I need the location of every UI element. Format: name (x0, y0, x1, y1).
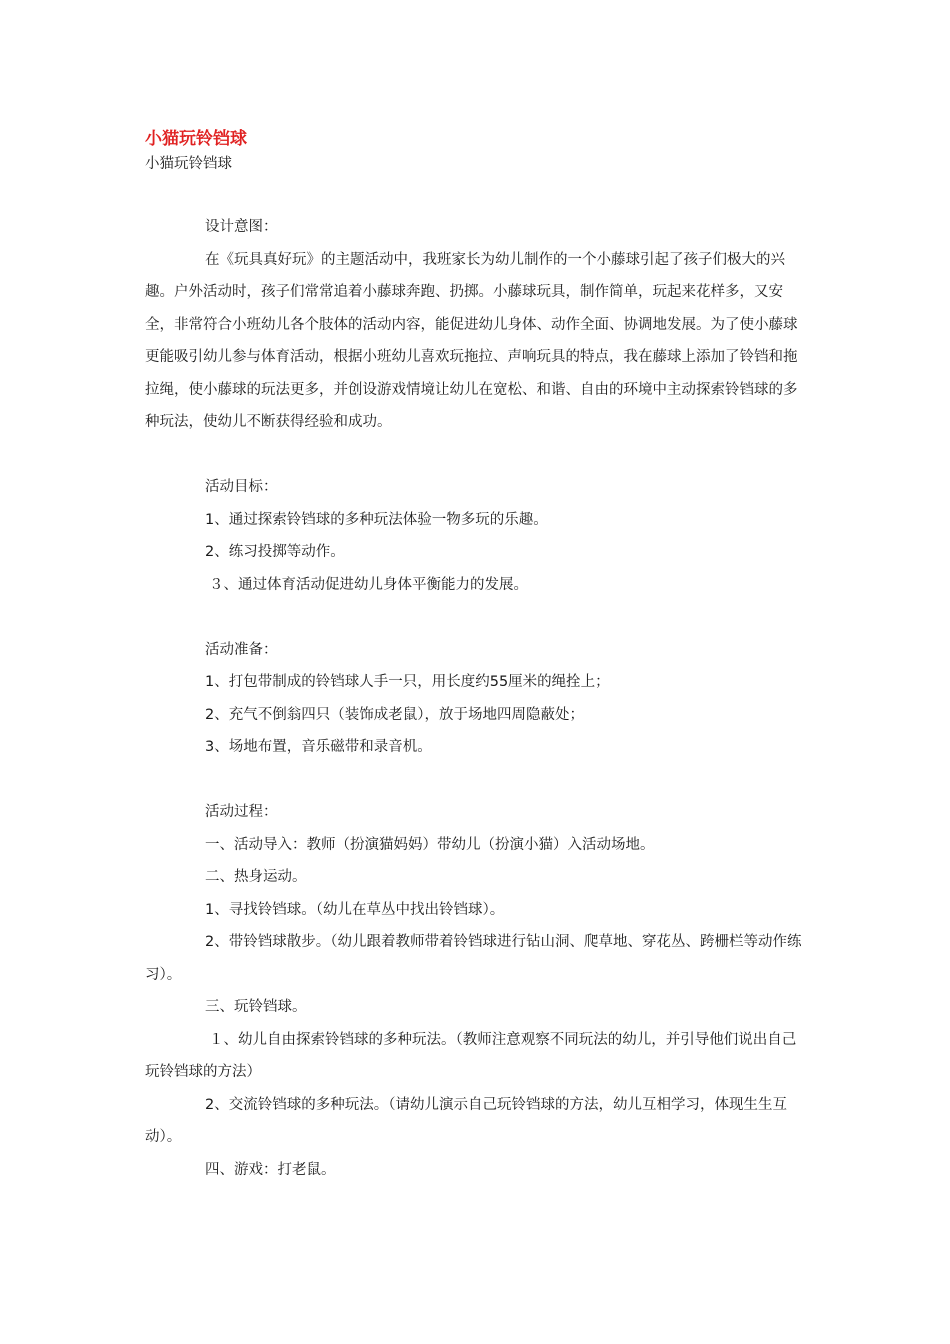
preparation-item: 2、充气不倒翁四只（装饰成老鼠），放于场地四周隐蔽处； (205, 706, 584, 723)
process-item: 一、活动导入：教师（扮演猫妈妈）带幼儿（扮演小猫）入活动场地。 (205, 836, 655, 853)
document-body (145, 211, 810, 1186)
process-heading: 活动过程： (205, 804, 278, 820)
spacer (145, 439, 810, 472)
process-item: 四、游戏：打老鼠。 (205, 1161, 336, 1178)
goals-heading: 活动目标： (205, 479, 278, 495)
spacer (145, 764, 810, 797)
design-intent-paragraph: 在《玩具真好玩》的主题活动中，我班家长为幼儿制作的一个小藤球引起了孩子们极大的兴趣。户外活动时，孩子们常常追着小藤球奔跑、扔掷。小藤球玩具，制作简单，玩起来花样多，又安全，非常符合小班幼儿各个肢体的活动内容，能促进幼儿身体、动作全面、协调地发展。为了使小藤球更能吸引幼儿参与体育活动，根据小班幼儿喜欢玩拖拉、声响玩具的特点，我在藤球上添加了铃铛和拖拉绳，使小藤球的玩法更多，并创设游戏情境让幼儿在宽松、和谐、自由的环境中主动探索铃铛球的多种玩法，使幼儿不断获得经验和成功。 (145, 251, 798, 430)
goal-item: 1、通过探索铃铛球的多种玩法体验一物多玩的乐趣。 (205, 511, 548, 528)
document-title: 小猫玩铃铛球 (145, 129, 247, 149)
process-item: 1、寻找铃铛球。（幼儿在草丛中找出铃铛球）。 (205, 901, 505, 918)
process-item: 2、带铃铛球散步。（幼儿跟着教师带着铃铛球进行钻山洞、爬草地、穿花丛、跨栅栏等动作练习）。 (145, 934, 802, 983)
preparation-item: 1、打包带制成的铃铛球人手一只，用长度约55厘米的绳拴上； (205, 674, 610, 690)
preparation-heading: 活动准备： (205, 641, 278, 658)
process-item: 二、热身运动。 (205, 869, 307, 885)
process-item: 三、玩铃铛球。 (205, 999, 307, 1015)
preparation-item: 3、场地布置，音乐磁带和录音机。 (205, 739, 432, 755)
process-item: １、幼儿自由探索铃铛球的多种玩法。（教师注意观察不同玩法的幼儿，并引导他们说出自己玩铃铛球的方法） (145, 1031, 797, 1080)
process-item: 2、交流铃铛球的多种玩法。（请幼儿演示自己玩铃铛球的方法，幼儿互相学习，体现生生互动）。 (145, 1096, 787, 1145)
document-subtitle: 小猫玩铃铛球 (145, 156, 232, 172)
goal-item: 2、练习投掷等动作。 (205, 544, 345, 560)
goal-item: ３、通过体育活动促进幼儿身体平衡能力的发展。 (209, 576, 528, 593)
spacer (145, 601, 810, 634)
design-intent-heading: 设计意图： (205, 219, 278, 235)
